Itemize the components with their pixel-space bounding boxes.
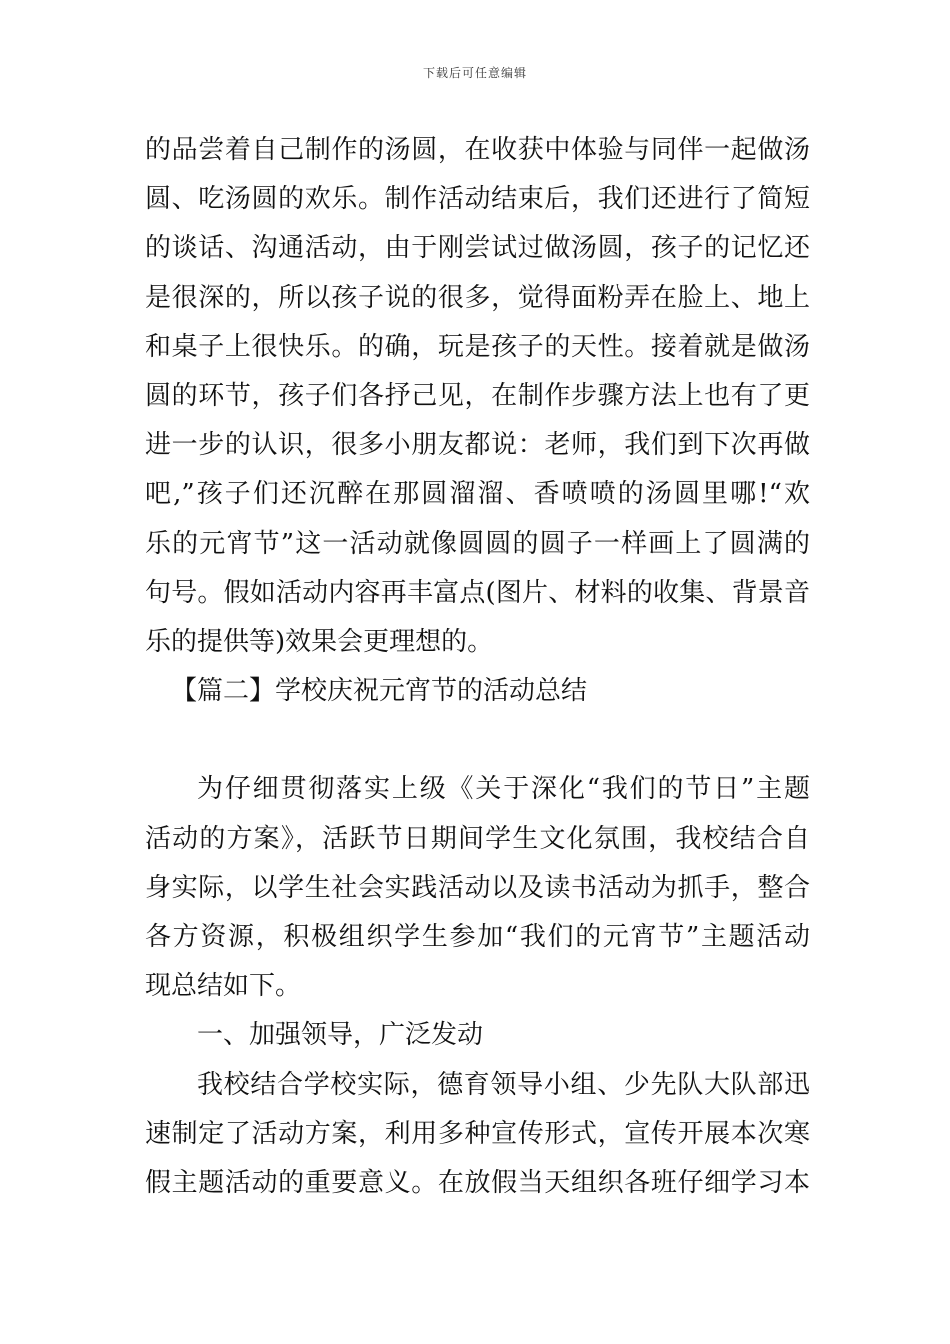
blank-line (145, 716, 810, 765)
text-line: 我校结合学校实际，德育领导小组、少先队大队部迅 (197, 1069, 810, 1100)
document-body (145, 126, 810, 1208)
text-line: 现总结如下。 (145, 971, 302, 1002)
text-line: 乐的提供等)效果会更理想的。 (145, 626, 494, 657)
text-line: 圆的环节，孩子们各抒己见，在制作步骤方法上也有了更 (145, 380, 810, 411)
text-line: 进一步的认识，很多小朋友都说：老师，我们到下次再做 (145, 430, 810, 461)
text-line: 和桌子上很快乐。的确，玩是孩子的天性。接着就是做汤 (145, 331, 810, 362)
text-line: 活动的方案》，活跃节日期间学生文化氛围，我校结合自 (145, 823, 810, 854)
text-line: 的谈话、沟通活动，由于刚尝试过做汤圆，孩子的记忆还 (145, 233, 810, 264)
text-line: 乐的元宵节”这一活动就像圆圆的圆子一样画上了圆满的 (145, 528, 810, 559)
text-line: 圆、吃汤圆的欢乐。制作活动结束后，我们还进行了简短 (145, 184, 810, 215)
section-title: 【篇二】学校庆祝元宵节的活动总结 (171, 676, 588, 707)
text-line: 为仔细贯彻落实上级《关于深化“我们的节日”主题 (197, 774, 810, 805)
subheading: 一、加强领导，广泛发动 (197, 1020, 484, 1051)
text-line: 假主题活动的重要意义。在放假当天组织各班仔细学习本 (145, 1167, 810, 1198)
text-line: 是很深的，所以孩子说的很多，觉得面粉弄在脸上、地上 (145, 282, 810, 313)
text-line: 各方资源，积极组织学生参加“我们的元宵节”主题活动 (145, 922, 810, 952)
text-line: 吧,”孩子们还沉醉在那圆溜溜、香喷喷的汤圆里哪!“欢 (145, 479, 810, 510)
text-line: 句号。假如活动内容再丰富点(图片、材料的收集、背景音 (145, 577, 810, 608)
page-header: 下载后可任意编辑 (422, 66, 527, 80)
text-line: 速制定了活动方案，利用多种宣传形式，宣传开展本次寒 (145, 1118, 810, 1149)
text-line: 身实际，以学生社会实践活动以及读书活动为抓手，整合 (145, 872, 810, 903)
text-line: 的品尝着自己制作的汤圆，在收获中体验与同伴一起做汤 (145, 135, 810, 165)
